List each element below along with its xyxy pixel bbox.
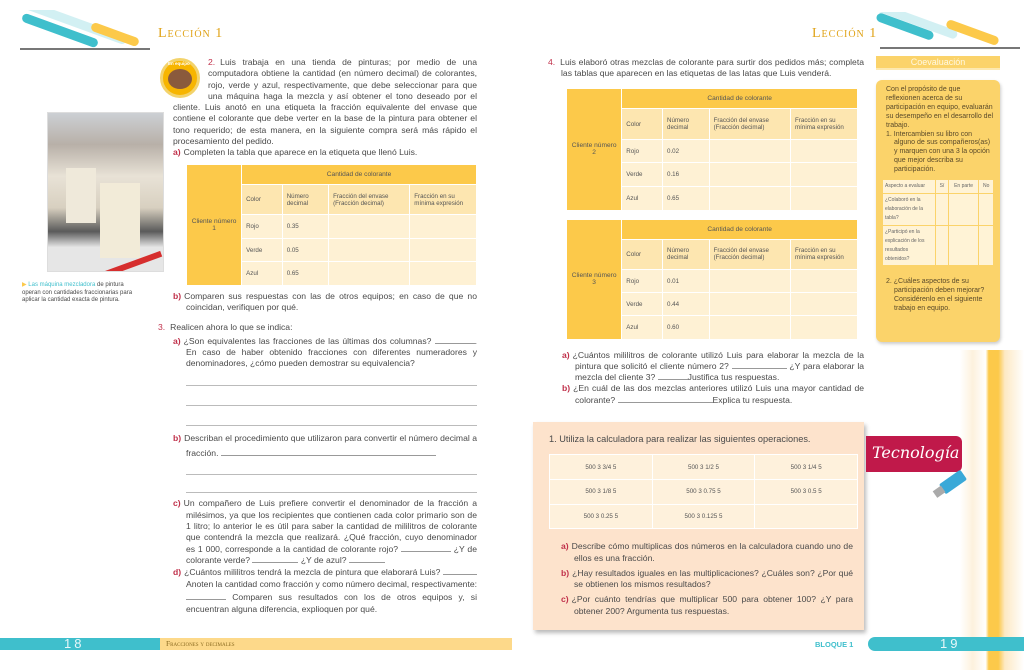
column-header: Color xyxy=(622,239,663,269)
question-2a: a) Completen la tabla que aparece en la etiqueta que llenó Luis. xyxy=(173,147,418,158)
answer-cell[interactable] xyxy=(791,316,858,339)
answer-cell[interactable] xyxy=(791,293,858,316)
header-decoration-right xyxy=(870,12,1024,52)
answer-line[interactable] xyxy=(186,461,477,475)
tech-question-c: c) ¿Por cuánto tendrías que multiplicar 500 para obtener 100? ¿Y para obtener 200? Argumenta tus respuestas. xyxy=(561,594,853,616)
column-header: Fracción en su mínima expresión xyxy=(791,239,858,269)
answer-cell[interactable] xyxy=(709,316,790,339)
table-cell: Verde xyxy=(622,163,663,187)
question-3: 3. Realicen ahora lo que se indica: xyxy=(158,322,293,333)
table-cell: 0.05 xyxy=(282,238,328,261)
table-cell: Azul xyxy=(242,262,283,285)
column-header: Fracción en su mínima expresión xyxy=(410,185,477,215)
page-number-right: 19 xyxy=(940,636,961,651)
coevaluation-box xyxy=(876,80,1000,342)
column-header: Número decimal xyxy=(282,185,328,215)
answer-cell[interactable] xyxy=(709,186,790,210)
operations-grid xyxy=(549,454,858,529)
table-title: Cantidad de colorante xyxy=(622,219,858,239)
coev-intro: Con el propósito de que reflexionen acerca de su participación en equipo, evaluarán su desempeño en el desarrollo del trabajo. xyxy=(886,86,994,129)
color-table-grid xyxy=(566,88,858,211)
answer-cell[interactable] xyxy=(709,293,790,316)
left-column xyxy=(158,57,477,615)
answer-blank[interactable] xyxy=(252,555,298,563)
coev-check[interactable] xyxy=(948,194,979,226)
table-cell: 0.60 xyxy=(663,316,710,339)
coev-table: Aspecto a evaluar Sí En parte No ¿Colaboró en la elaboración de la tabla? ¿Participó en la explicación de los resultados obtenidos? xyxy=(882,179,994,266)
coev-item-2: 2. ¿Cuáles aspectos de su participación deben mejorar? Considérenlo en el siguiente trabajo en equipo. xyxy=(886,278,985,313)
client-label: Cliente número 2 xyxy=(567,88,622,210)
operation-cell xyxy=(755,504,858,529)
chapter-title: Fracciones y decimales xyxy=(166,639,235,648)
coev-check[interactable] xyxy=(936,194,948,226)
answer-cell[interactable] xyxy=(410,238,477,261)
technology-label: Tecnología xyxy=(872,443,960,462)
question-3a: a) ¿Son equivalentes las fracciones de las últimas dos columnas? . En caso de haber obtenido fracciones con diferentes numeradores y denominadores, ¿cómo pueden demostrar su equivalencia? xyxy=(173,335,477,369)
column-header: Fracción del envase (Fracción decimal) xyxy=(329,185,410,215)
question-2-continued: deseado por el cliente. Luis anotó en una etiqueta la fracción equivalente del envase que contiene el colorante que debe verter en la base de la pintura para obtener el tono requerido; de esta manera, en la siguiente compra será más rápido el procesamiento del pedido. xyxy=(173,90,477,147)
question-2: 2. Luis trabaja en una tienda de pinturas; por medio de una computadora obtiene la cantidad (en número decimal) de colorantes, rojo, verde y azul, respectivamente, que debe seleccionar para que una máquina haga la mezcla y así obtener el tono deseado por el cliente. Luis anotó en una etiqueta la fracción equivalente del envase que contiene el colorante que debe verter en la base de la pintura para obtener el tono requerido; de esta manera, en la siguiente compra será más rápido el procesamiento del pedido. xyxy=(173,57,477,147)
answer-cell[interactable] xyxy=(791,163,858,187)
answer-cell[interactable] xyxy=(791,269,858,292)
question-3d: d) ¿Cuántos mililitros tendrá la mezcla de pintura que elaborará Luis? Anoten la cantidad como fracción y como número decimal, respectivamente: Comparen sus resultados con los de otros equipos y, si encuentran alguna diferencia, explioquen por qué. xyxy=(173,567,477,614)
answer-blank[interactable] xyxy=(658,372,688,380)
column-header: Número decimal xyxy=(663,239,710,269)
answer-blank[interactable] xyxy=(349,555,385,563)
table-cell: 0.01 xyxy=(663,269,710,292)
table-cell: 0.35 xyxy=(282,215,328,238)
answer-cell[interactable] xyxy=(709,269,790,292)
answer-blank[interactable] xyxy=(186,592,226,600)
operation-cell: 500 3 1/4 5 xyxy=(755,455,858,480)
question-4: 4. Luis elaboró otras mezclas de colorante para surtir dos pedidos más; completa las tablas que aparecen en las etiquetas de las latas que Luis venderá. xyxy=(548,57,864,79)
tech-question-a: a) Describe cómo multiplicas dos números en la calculadora cuando uno de ellos es una fracción. xyxy=(561,541,853,563)
question-4a: a) ¿Cuántos mililitros de colorante utilizó Luis para elaborar la mezcla de la pintura que solicitó el cliente número 2? ¿Y para elaborar la mezcla del cliente 3? Justifica tus respuestas. xyxy=(562,349,865,383)
answer-cell[interactable] xyxy=(410,215,477,238)
table-cell: 0.65 xyxy=(663,186,710,210)
table-cell: Azul xyxy=(622,316,663,339)
operation-cell: 500 3 0.75 5 xyxy=(652,479,755,504)
answer-cell[interactable] xyxy=(329,215,410,238)
operation-cell: 500 3 3/4 5 xyxy=(550,455,653,480)
operation-cell: 500 3 1/2 5 xyxy=(652,455,755,480)
answer-cell[interactable] xyxy=(791,139,858,163)
table-cell: Rojo xyxy=(622,269,663,292)
table-cell: 0.16 xyxy=(663,163,710,187)
answer-blank[interactable] xyxy=(221,448,436,456)
table-cell: Verde xyxy=(622,293,663,316)
operation-cell: 500 3 1/8 5 xyxy=(550,479,653,504)
question-3c: c) Un compañero de Luis prefiere convertir el denominador de la fracción a milésimos, ya que los recipientes que contienen cada color primario son de 1 litro; lo anterior le es útil para saber la cantidad de mililitros de colorante que contendrá la mezcla que realizará. ¿Qué fracción, cuyo denominador es 1 000, corresponde a la cantidad de colorante rojo? ¿Y de colorante verde? ¿Y de azul? xyxy=(173,498,477,565)
coev-item-1: 1. Intercambien su libro con alguno de sus compañeros(as) y marquen con una 3 la opción que mejor describa su participación. xyxy=(886,130,991,174)
table-cell: 0.65 xyxy=(282,262,328,285)
answer-line[interactable] xyxy=(186,406,477,426)
table-cell: 0.44 xyxy=(663,293,710,316)
answer-cell[interactable] xyxy=(329,262,410,285)
answer-blank[interactable] xyxy=(435,336,475,344)
answer-blank[interactable] xyxy=(732,361,787,369)
answer-line[interactable] xyxy=(186,475,477,493)
technology-box xyxy=(533,422,864,630)
coev-check[interactable] xyxy=(979,225,994,266)
color-table-client-2 xyxy=(566,88,858,211)
column-header: Fracción en su mínima expresión xyxy=(791,109,858,140)
color-table-client-3 xyxy=(566,219,858,340)
table-cell: 0.02 xyxy=(663,139,710,163)
table-title: Cantidad de colorante xyxy=(242,164,477,185)
coev-check[interactable] xyxy=(948,225,979,266)
question-3b: b) Describan el procedimiento que utilizaron para convertir el número decimal a fracción. xyxy=(173,433,477,459)
answer-cell[interactable] xyxy=(791,186,858,210)
answer-line[interactable] xyxy=(186,369,477,386)
operation-cell: 500 3 0.5 5 xyxy=(755,479,858,504)
answer-blank[interactable] xyxy=(618,395,713,403)
answer-line[interactable] xyxy=(186,386,477,406)
lesson-title-right: Lección 1 xyxy=(812,26,878,41)
table-cell: Verde xyxy=(242,238,283,261)
color-table-client-1 xyxy=(186,164,477,286)
operation-cell: 500 3 0.25 5 xyxy=(550,504,653,529)
tech-question-1: 1. Utiliza la calculadora para realizar las siguientes operaciones. xyxy=(549,434,811,444)
column-header: Número decimal xyxy=(663,109,710,140)
column-header: Fracción del envase (Fracción decimal) xyxy=(709,109,790,140)
answer-cell[interactable] xyxy=(329,238,410,261)
client-label: Cliente número 3 xyxy=(567,219,622,339)
table-cell: Rojo xyxy=(242,215,283,238)
block-label: BLOQUE 1 xyxy=(815,640,854,649)
technology-tag xyxy=(866,436,962,472)
answer-blank[interactable] xyxy=(401,544,451,552)
color-table-grid xyxy=(566,219,858,340)
question-4b: b) ¿En cuál de las dos mezclas anteriores utilizó Luis una mayor cantidad de colorante? Explica tu respuesta. xyxy=(562,383,864,405)
table-cell: Rojo xyxy=(622,139,663,163)
tech-question-b: b) ¿Hay resultados iguales en las multiplicaciones? ¿Cuáles son? ¿Por qué se obtienen los mismos resultados? xyxy=(561,567,853,590)
coev-check[interactable] xyxy=(979,194,994,226)
page-number-left: 18 xyxy=(64,636,85,651)
paint-mixer-photo xyxy=(47,112,164,272)
coevaluation-header: Coevaluación xyxy=(876,56,1000,70)
table-title: Cantidad de colorante xyxy=(622,88,858,109)
answer-blank[interactable] xyxy=(443,567,477,575)
answer-cell[interactable] xyxy=(410,262,477,285)
right-edge-stripes xyxy=(960,350,1024,670)
column-header: Fracción del envase (Fracción decimal) xyxy=(709,239,790,269)
lesson-title: Lección 1 xyxy=(158,26,224,41)
color-table-grid xyxy=(186,164,477,286)
table-cell: Azul xyxy=(622,186,663,210)
photo-caption: ▶ Las máquina mezcladora de pintura operan con cantidades fraccionarias para aplicar la cantidad exacta de pintura. xyxy=(22,282,133,303)
client-label: Cliente número 1 xyxy=(187,164,242,285)
question-2b: b) Comparen sus respuestas con las de otros equipos; en caso de que no coincidan, verifiquen por qué. xyxy=(173,290,477,312)
answer-cell[interactable] xyxy=(709,139,790,163)
header-decoration-left xyxy=(0,10,150,52)
operation-cell: 500 3 0.125 5 xyxy=(652,504,755,529)
badge-label: En equipo xyxy=(168,61,190,66)
coev-check[interactable] xyxy=(936,225,948,266)
right-column xyxy=(548,57,864,406)
column-header: Color xyxy=(622,109,663,140)
column-header: Color xyxy=(242,185,283,215)
team-badge xyxy=(160,58,200,98)
answer-cell[interactable] xyxy=(709,163,790,187)
